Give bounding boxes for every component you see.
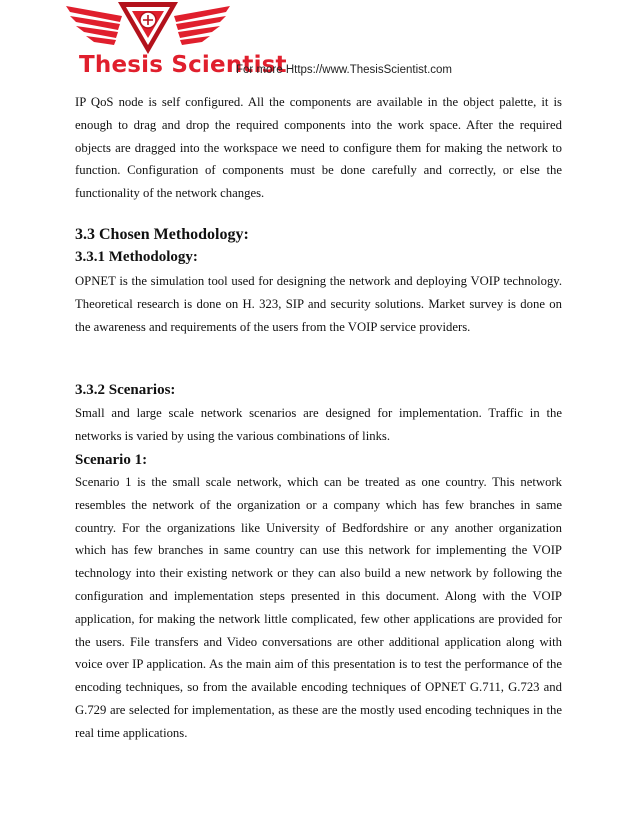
subsection-1-title: 3.3.1 Methodology: xyxy=(75,249,198,265)
header-website-link[interactable]: For more Https://www.ThesisScientist.com xyxy=(236,64,452,76)
thesis-scientist-logo-icon xyxy=(62,0,234,56)
subsection-1-block xyxy=(75,270,562,338)
scenario-1-block xyxy=(75,471,562,745)
subsection-2-block xyxy=(75,402,562,448)
subsection-2-title: 3.3.2 Scenarios: xyxy=(75,382,176,398)
intro-paragraph: IP QoS node is self configured. All the components are available in the object palette, it is enough to drag and drop the required components into the work space. After the required objects are dragged into the workspace we need to configure them for making the network to function. Configuration of components must be done carefully and correctly, or else the functionality of the network changes. xyxy=(75,95,562,201)
subsection-1-heading-block xyxy=(75,247,562,267)
intro-block xyxy=(75,91,562,205)
brand-name: Thesis Scientist xyxy=(79,52,287,78)
scenario-1-title: Scenario 1: xyxy=(75,452,148,468)
section-heading-block xyxy=(75,225,562,245)
subsection-2-heading-block xyxy=(75,380,562,400)
section-title: 3.3 Chosen Methodology: xyxy=(75,226,249,243)
scenario-1-paragraph: Scenario 1 is the small scale network, which can be treated as one country. This network resembles the network of the organization or a company which has few branches in same country. For the organizations like University of Bedfordshire or any another organization which has few branches in same country can use this network for implementing the VOIP technology into their existing network or they can also build a new network by following the configuration and implementation steps presented in this document. Along with the VOIP application, for making the network little complicated, few other applications are provided for the users. File transfers and Video conversations are other additional application along with voice over IP application. As the main aim of this presentation is to test the performance of the encoding techniques, so from the available encoding techniques of OPNET G.711, G.723 and G.729 are selected for implementation, as these are the mostly used encoding techniques in the real time applications. xyxy=(75,475,562,740)
subsection-1-paragraph: OPNET is the simulation tool used for designing the network and deploying VOIP technology. Theoretical research is done on H. 323, SIP and security solutions. Market survey is done on the awareness and requirements of the users from the VOIP service providers. xyxy=(75,274,562,334)
scenario-1-heading-block xyxy=(75,450,562,470)
subsection-2-paragraph: Small and large scale network scenarios are designed for implementation. Traffic in the networks is varied by using the various combinations of links. xyxy=(75,406,562,443)
